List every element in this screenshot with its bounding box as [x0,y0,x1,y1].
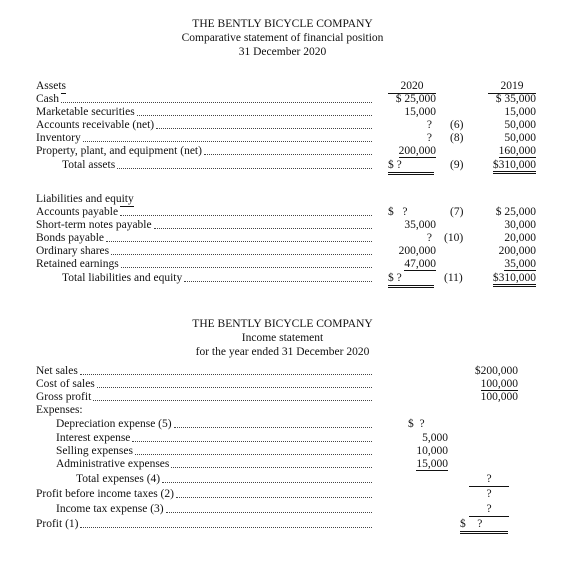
net-sales-value: $200,000 [474,365,518,377]
asset-value-2020: 200,000 [398,145,436,157]
admin-expenses-value: 15,000 [416,458,448,470]
income-period: for the year ended 31 December 2020 [195,346,370,358]
asset-value-2020: $ 25,000 [395,93,436,105]
company-name: THE BENTLY BICYCLE COMPANY [192,18,373,30]
liability-value-2019: 35,000 [504,258,536,270]
income-tax-value: ? [468,503,510,517]
liabilities-header: Liabilities and equity [36,193,134,205]
asset-value-2019: $ 35,000 [495,93,536,105]
col-2020-header: 2020 [388,80,436,94]
liability-row-label: Bonds payable [36,232,378,245]
asset-value-2020: 15,000 [404,106,436,118]
liability-value-2019: $ 25,000 [495,206,536,218]
assets-header: Assets [36,80,67,92]
note-ref: (9) [450,159,464,171]
selling-expenses-value: 10,000 [416,445,448,457]
net-sales-label: Net sales [36,365,378,378]
total-assets-label: Total assets [62,159,378,172]
note-ref: (7) [450,206,464,218]
total-liabilities-label: Total liabilities and equity [62,272,378,285]
col-2019-header: 2019 [488,80,536,94]
liability-row-label: Short-term notes payable [36,219,378,232]
cost-of-sales-label: Cost of sales [36,378,378,391]
note-ref: (10) [444,232,464,244]
admin-expenses-label: Administrative expenses [56,458,378,471]
asset-row-label: Cash [36,93,378,106]
liability-value-2020: ? [426,232,432,244]
liability-value-2019: 200,000 [498,245,536,257]
liability-value-2020: 200,000 [398,245,436,257]
total-assets-2019: $310,000 [488,159,536,172]
income-company-name: THE BENTLY BICYCLE COMPANY [192,318,373,330]
depreciation-value: $ ? [408,418,425,430]
liability-row-label: Ordinary shares [36,245,378,258]
statement-date: 31 December 2020 [238,46,327,58]
asset-row-label: Inventory [36,132,378,145]
asset-row-label: Accounts receivable (net) [36,119,378,132]
asset-value-2019: 160,000 [498,145,536,157]
profit-before-tax-value: ? [486,488,492,500]
liability-value-2020: 35,000 [404,219,436,231]
expenses-label: Expenses: [36,404,83,416]
asset-value-2019: 50,000 [504,132,536,144]
liability-row-label: Accounts payable [36,206,378,219]
cost-of-sales-value: 100,000 [480,378,518,390]
interest-expense-value: 5,000 [422,432,448,444]
total-assets-2020: $ ? [388,159,436,175]
note-ref: (8) [450,132,464,144]
statement-title: Comparative statement of financial position [181,32,384,44]
asset-row-label: Property, plant, and equipment (net) [36,145,378,158]
asset-value-2020: ? [426,132,432,144]
profit-value: $ ? [460,518,510,534]
total-expenses-label: Total expenses (4) [76,473,378,486]
depreciation-label: Depreciation expense (5) [56,418,378,431]
note-ref: (6) [450,119,464,131]
total-liabilities-2019: $310,000 [488,272,536,285]
total-expenses-value: ? [468,473,510,487]
asset-value-2019: 50,000 [504,119,536,131]
gross-profit-value: 100,000 [480,391,518,403]
asset-value-2020: ? [426,119,432,131]
selling-expenses-label: Selling expenses [56,445,378,458]
asset-value-2019: 15,000 [504,106,536,118]
liability-value-2019: 20,000 [504,232,536,244]
income-tax-label: Income tax expense (3) [56,503,378,516]
income-statement-title: Income statement [241,332,324,344]
liability-value-2020: $ ? [388,206,408,218]
gross-profit-label: Gross profit [36,391,378,404]
asset-row-label: Marketable securities [36,106,378,119]
profit-before-tax-label: Profit before income taxes (2) [36,488,378,501]
profit-label: Profit (1) [36,518,378,531]
note-ref: (11) [444,272,463,284]
liability-value-2019: 30,000 [504,219,536,231]
liability-value-2020: 47,000 [404,258,436,270]
liability-row-label: Retained earnings [36,258,378,271]
interest-expense-label: Interest expense [56,432,378,445]
total-liabilities-2020: $ ? [388,272,436,288]
